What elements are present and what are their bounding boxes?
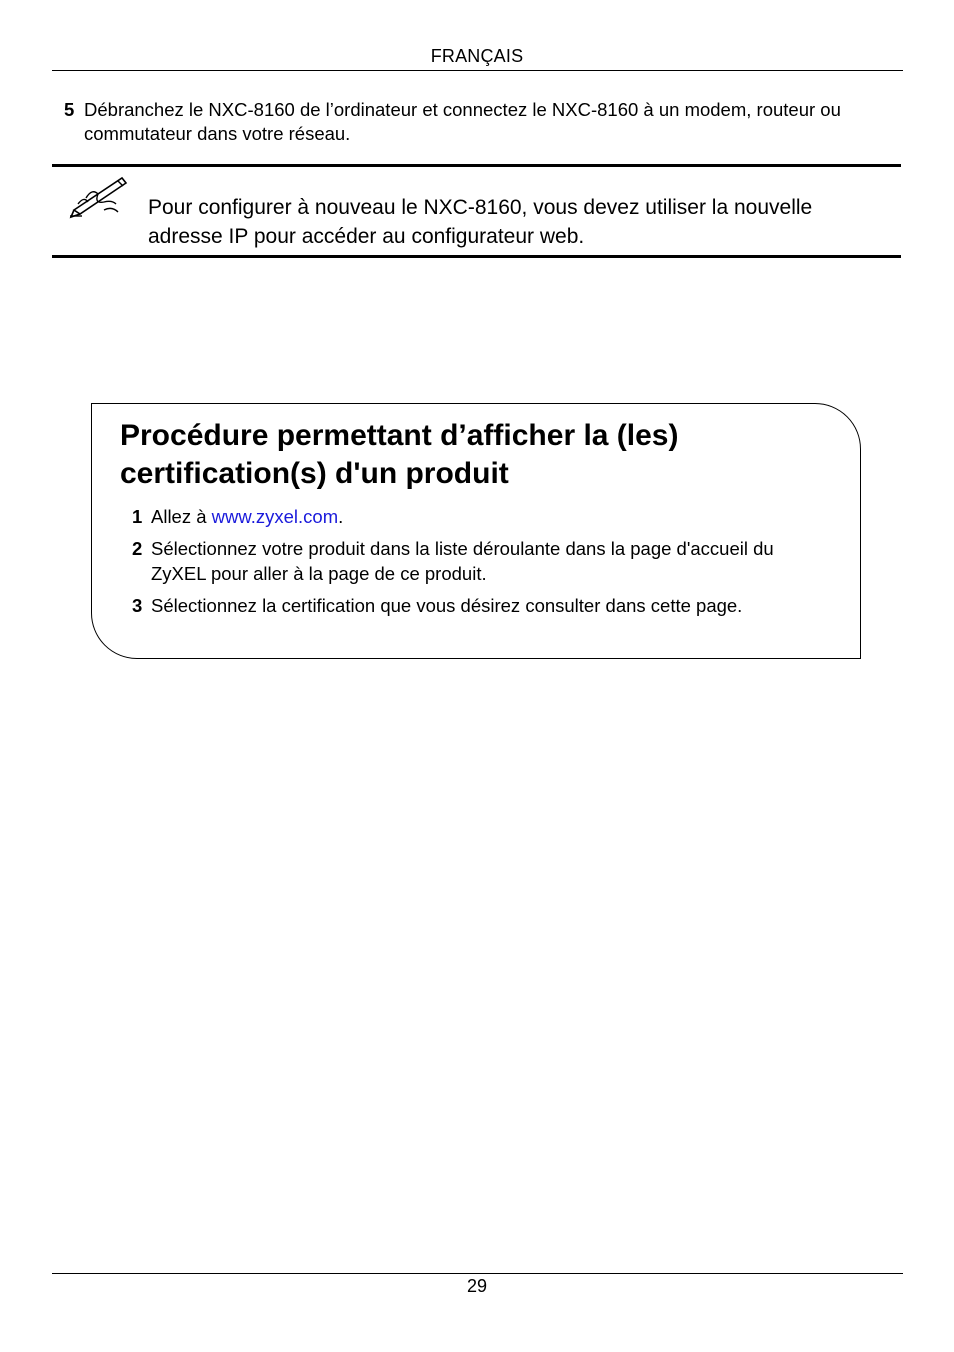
header-divider <box>52 70 903 71</box>
step-text: Débranchez le NXC-8160 de l’ordinateur et connectez le NXC-8160 à un modem, routeur ou commutateur dans votre réseau. <box>84 99 841 144</box>
step-number: 2 <box>132 538 143 559</box>
footer-divider <box>52 1273 903 1274</box>
step-number: 5 <box>64 99 75 120</box>
certification-steps <box>132 504 822 625</box>
zyxel-website-link[interactable]: www.zyxel.com <box>211 506 339 527</box>
step-number: 3 <box>132 595 143 616</box>
step-text-prefix: Allez à <box>151 506 212 527</box>
header-language: FRANÇAIS <box>430 46 524 66</box>
certification-step-2 <box>132 536 822 586</box>
certification-step-3 <box>132 593 822 618</box>
note-text: Pour configurer à nouveau le NXC-8160, vous devez utiliser la nouvelle adresse IP pour accéder au configurateur web. <box>148 196 813 248</box>
note-top-rule <box>52 164 901 167</box>
step-text: Sélectionnez la certification que vous désirez consulter dans cette page. <box>151 595 743 616</box>
step-number: 1 <box>132 506 143 527</box>
page-number: 29 <box>466 1276 488 1296</box>
certification-step-1 <box>132 504 822 529</box>
step-text-suffix: . <box>338 506 344 527</box>
step-text: Sélectionnez votre produit dans la liste déroulante dans la page d'accueil du ZyXEL pour aller à la page de ce produit. <box>151 538 774 584</box>
note-pencil-icon <box>68 174 130 220</box>
step-5 <box>64 98 884 146</box>
certification-title: Procédure permettant d’afficher la (les) certification(s) d'un produit <box>120 419 679 490</box>
note-bottom-rule <box>52 255 901 258</box>
